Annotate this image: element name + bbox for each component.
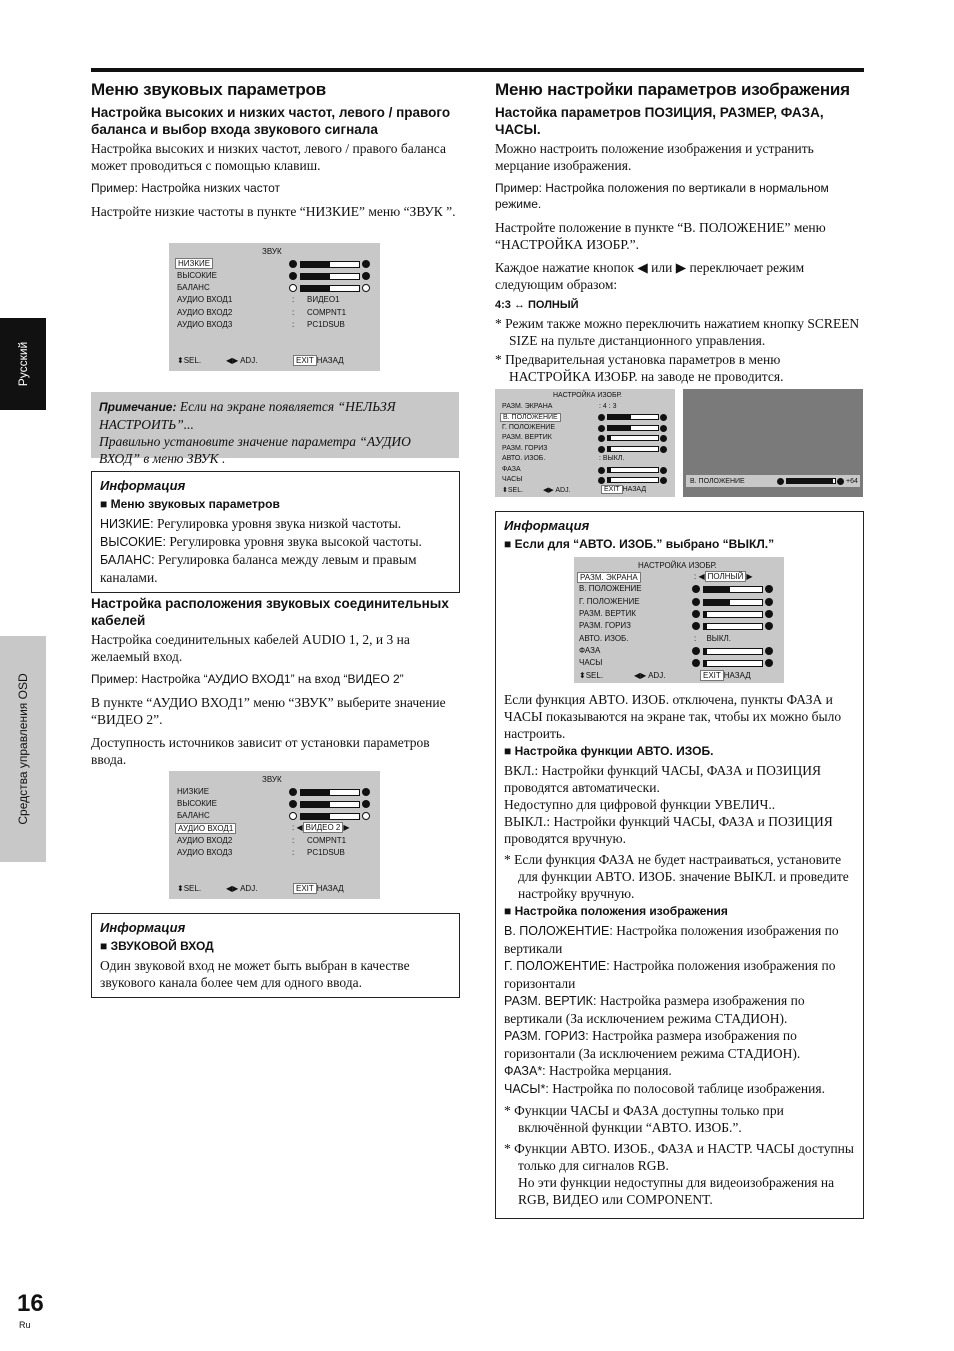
osd-row: РАЗМ. ГОРИЗ [579, 621, 632, 630]
left-s2-instr: В пункте “АУДИО ВХОД1” меню “ЗВУК” выберите значение “ВИДЕО 2”. [91, 695, 446, 727]
level-bar-fill [608, 478, 611, 482]
osd-row: АУДИО ВХОД1 [177, 295, 233, 304]
plus-icon [362, 260, 370, 268]
osd-value: COMPNT1 [307, 836, 347, 845]
osd-exit: EXIT [601, 485, 623, 494]
osd-row: ФАЗА [579, 646, 601, 655]
info-desc: Настройка положения изображения по горизонтали [504, 958, 836, 991]
info-term: В. ПОЛОЖЕНТИЕ: [504, 924, 613, 938]
arrow-right-icon: ▶ [343, 823, 350, 832]
osd-row: РАЗМ. ВЕРТИК [502, 434, 552, 441]
level-bar [703, 611, 763, 618]
side-tab-section [0, 636, 46, 862]
osd-back: НАЗАД [316, 356, 344, 365]
osd-vpos-value: +64 [846, 478, 858, 485]
osd-sound-menu-1: ЗВУК НИЗКИЕ ВЫСОКИЕ БАЛАНС АУДИО ВХОД1 АУДИО ВХОД2 АУДИО ВХОД3 : ВИДЕО1 : COMPNT1 : PC1DSUB ⬍SEL. ◀▶ ADJ. EXIT НАЗАД [169, 243, 380, 371]
level-bar [607, 414, 659, 420]
osd-picture-menu-2: НАСТРОЙКА ИЗОБР. РАЗМ. ЭКРАНА В. ПОЛОЖЕНИЕ Г. ПОЛОЖЕНИЕ РАЗМ. ВЕРТИК РАЗМ. ГОРИЗ АВТО. ИЗОБ. ФАЗА ЧАСЫ : ◀ ПОЛНЫЙ ▶ : ВЫКЛ. ⬍SEL. ◀▶ ADJ. EXIT НАЗАД [574, 557, 784, 683]
osd-sel: SEL. [585, 671, 604, 680]
info-desc: Настройка размера изображения по вертикали (За исключением режима СТАДИОН). [504, 993, 805, 1026]
minus-icon [598, 477, 605, 484]
minus-icon [289, 272, 297, 280]
minus-icon [598, 446, 605, 453]
note-box [91, 392, 459, 466]
info-subtitle: ■ Если для “АВТО. ИЗОБ.” выбрано “ВЫКЛ.” [504, 537, 775, 551]
adjust-icon: ◀▶ [634, 671, 647, 680]
osd-row: В. ПОЛОЖЕНИЕ [579, 584, 642, 593]
minus-icon [598, 435, 605, 442]
level-bar [703, 586, 763, 593]
info-title: Информация [504, 518, 590, 533]
plus-icon [362, 800, 370, 808]
level-bar [703, 660, 763, 667]
osd-row: В. ПОЛОЖЕНИЕ [500, 413, 561, 422]
right-s1-instr: Настройте положение в пункте “В. ПОЛОЖЕНИЕ” меню “НАСТРОЙКА ИЗОБР.”. [495, 220, 826, 252]
info-term: ЧАСЫ*: [504, 1082, 549, 1096]
right-title: Меню настройки параметров изображения [495, 80, 850, 99]
level-bar-fill [301, 274, 330, 279]
right-star-2: * Предварительная установка параметров в меню НАСТРОЙКА ИЗОБР. на заводе не проводится. [495, 352, 784, 384]
osd-value: ПОЛНЫЙ [705, 571, 747, 582]
adjust-icon: ◀▶ [226, 884, 239, 893]
osd-sel: SEL. [183, 884, 202, 893]
info-desc: Регулировка баланса между левым и правым каналами. [100, 552, 417, 585]
level-bar [703, 599, 763, 606]
minus-icon [692, 622, 700, 630]
info-term: ВЫСОКИЕ: [100, 535, 166, 549]
left-s2-title: Настройка расположения звуковых соединительных кабелей [91, 596, 449, 628]
arrow-right-icon: ▶ [746, 572, 753, 581]
select-icon: ⬍ [579, 671, 586, 680]
level-bar [607, 435, 659, 441]
info-on: ВКЛ.: Настройки функций ЧАСЫ, ФАЗА и ПОЗИЦИЯ проводятся автоматически. [504, 763, 821, 795]
osd-row: АУДИО ВХОД1 [175, 823, 236, 834]
note-label: Примечание: [99, 400, 177, 414]
level-bar [300, 285, 360, 292]
plus-icon [660, 467, 667, 474]
info-subtitle-3: ■ Настройка положения изображения [504, 904, 728, 918]
select-icon: ⬍ [502, 487, 508, 494]
level-bar-fill [704, 661, 707, 666]
osd-row: ВЫСОКИЕ [177, 799, 217, 808]
plus-icon [362, 272, 370, 280]
minus-icon [289, 260, 297, 268]
osd-adj: ADJ. [240, 884, 258, 893]
right-s1-example: Пример: Настройка положения по вертикали в нормальном режиме. [495, 181, 829, 211]
osd-row: БАЛАНС [177, 283, 210, 292]
osd-adj: ADJ. [240, 356, 258, 365]
osd-vpos-label: В. ПОЛОЖЕНИЕ [690, 478, 745, 485]
left-section-2 [91, 595, 459, 774]
osd-row: Г. ПОЛОЖЕНИЕ [579, 597, 640, 606]
osd-row: НИЗКИЕ [175, 258, 213, 269]
level-bar [300, 813, 360, 820]
info-star-3b: Но эти функции недоступны для видеоизображения на RGB, ВИДЕО или COMPONENT. [518, 1175, 835, 1207]
osd-value: PC1DSUB [307, 320, 345, 329]
osd-back: НАЗАД [622, 486, 647, 493]
info-subtitle-2: ■ Настройка функции АВТО. ИЗОБ. [504, 744, 714, 758]
info-desc: Регулировка уровня звука высокой частоты. [165, 534, 422, 549]
osd-row: ФАЗА [502, 466, 521, 473]
plus-icon [660, 435, 667, 442]
osd-value: ВИДЕО1 [307, 295, 340, 304]
left-s2-note: Доступность источников зависит от установки параметров ввода. [91, 735, 430, 767]
info-star-2: * Функции ЧАСЫ и ФАЗА доступны только при включённой функции “АВТО. ИЗОБ.”. [504, 1103, 784, 1135]
osd-row: РАЗМ. ВЕРТИК [579, 609, 636, 618]
plus-icon [362, 788, 370, 796]
osd-row: АУДИО ВХОД2 [177, 836, 233, 845]
osd-row: БАЛАНС [177, 811, 210, 820]
info-desc: Настройка мерцания. [545, 1063, 672, 1078]
osd-row: НИЗКИЕ [177, 787, 210, 796]
right-icon [362, 812, 370, 820]
info-desc: Настройка по полосовой таблице изображения. [548, 1081, 825, 1096]
level-bar [607, 467, 659, 473]
page-number: 16 [17, 1290, 44, 1317]
right-s1-press: Каждое нажатие кнопок ◀ или ▶ переключает режим следующим образом: [495, 260, 805, 292]
osd-row: РАЗМ. ЭКРАНА [577, 572, 641, 583]
osd-row: РАЗМ. ЭКРАНА [502, 403, 553, 410]
osd-back: НАЗАД [316, 884, 344, 893]
level-bar [607, 425, 659, 431]
left-s1-title: Настройка высоких и низких частот, левого / правого баланса и выбор входа звукового сигнала [91, 105, 451, 137]
level-bar [607, 446, 659, 452]
minus-icon [692, 659, 700, 667]
info-box-audio-input [91, 913, 460, 998]
osd-value: ВЫКЛ. [602, 455, 625, 462]
arrow-left-icon: ◀ [698, 572, 705, 581]
osd-vpos-screen [683, 389, 863, 497]
level-bar [300, 261, 360, 268]
osd-title: ЗВУК [262, 775, 282, 784]
level-bar-fill [608, 426, 631, 430]
osd-row: ЧАСЫ [502, 476, 523, 483]
osd-row: Г. ПОЛОЖЕНИЕ [502, 424, 555, 431]
minus-icon [692, 598, 700, 606]
osd-row: ВЫСОКИЕ [177, 271, 217, 280]
side-tab-language [0, 318, 46, 410]
left-column [91, 80, 459, 226]
osd-title: НАСТРОЙКА ИЗОБР. [553, 392, 622, 399]
osd-value: COMPNT1 [307, 308, 347, 317]
plus-icon [765, 610, 773, 618]
info-text: Один звуковой вход не может быть выбран в качестве звукового канала более чем для одного ввода. [100, 958, 410, 990]
level-bar-fill [608, 436, 611, 440]
select-icon: ⬍ [177, 356, 184, 365]
top-rule [91, 68, 864, 72]
info-star-1: * Если функция ФАЗА не будет настраиваться, установите для функции АВТО. ИЗОБ. значение ВЫКЛ. и проведите настройку вручную. [504, 852, 849, 901]
info-term: Г. ПОЛОЖЕНТИЕ: [504, 959, 610, 973]
right-s1-title: Настойка параметров ПОЗИЦИЯ, РАЗМЕР, ФАЗА, ЧАСЫ. [495, 105, 824, 137]
select-icon: ⬍ [177, 884, 184, 893]
info-digital: Недоступно для цифровой функции УВЕЛИЧ.. [504, 797, 776, 812]
osd-exit: EXIT [293, 355, 317, 366]
osd-exit: EXIT [700, 670, 724, 681]
left-icon [289, 284, 297, 292]
minus-icon [289, 800, 297, 808]
plus-icon [660, 477, 667, 484]
osd-row: АВТО. ИЗОБ. [502, 455, 546, 462]
info-subtitle: ■ Меню звуковых параметров [100, 497, 280, 511]
adjust-icon: ◀▶ [226, 356, 239, 365]
osd-adj: ADJ. [555, 487, 571, 494]
info-p1: Если функция АВТО. ИЗОБ. отключена, пункты ФАЗА и ЧАСЫ показываются на экране так, чтобы их можно было настроить. [504, 692, 842, 741]
level-bar-fill [704, 612, 707, 617]
level-bar-fill [704, 624, 707, 629]
info-term: НИЗКИЕ: [100, 517, 154, 531]
osd-value: ВЫКЛ. [706, 634, 732, 643]
level-bar-fill [301, 814, 330, 819]
osd-row: АУДИО ВХОД3 [177, 320, 233, 329]
right-star-1: * Режим также можно переключить нажатием кнопку SCREEN SIZE на пульте дистанционного управления. [495, 316, 860, 348]
page-lang-code: Ru [19, 1320, 31, 1330]
level-bar-fill [301, 802, 330, 807]
adjust-icon: ◀▶ [543, 487, 554, 494]
level-bar-fill [704, 587, 730, 592]
side-tab-section-label: Средства управления OSD [16, 673, 30, 825]
minus-icon [692, 585, 700, 593]
info-title: Информация [100, 920, 186, 935]
info-term: РАЗМ. ГОРИЗ: [504, 1029, 589, 1043]
osd-sound-menu-2: ЗВУК НИЗКИЕ ВЫСОКИЕ БАЛАНС АУДИО ВХОД1 АУДИО ВХОД2 АУДИО ВХОД3 : ◀ ВИДЕО 2 ▶ : COMPNT1 : PC1DSUB ⬍SEL. ◀▶ ADJ. EXIT НАЗАД [169, 771, 380, 899]
minus-icon [598, 467, 605, 474]
info-off: ВЫКЛ.: Настройки функций ЧАСЫ, ФАЗА и ПОЗИЦИЯ проводятся вручную. [504, 814, 833, 846]
level-bar [300, 273, 360, 280]
level-bar [607, 477, 659, 483]
info-subtitle: ■ ЗВУКОВОЙ ВХОД [100, 939, 214, 953]
osd-row: АУДИО ВХОД3 [177, 848, 233, 857]
left-s1-text: Настройка высоких и низких частот, левого / правого баланса может проводиться с помощью клавиш. [91, 141, 446, 173]
arrow-left-icon: ◀ [296, 823, 303, 832]
level-bar [703, 623, 763, 630]
note-text-2: Правильно установите значение параметра “АУДИО ВХОД” в меню ЗВУК . [99, 434, 411, 466]
level-bar-fill [301, 262, 330, 267]
info-term: БАЛАНС: [100, 553, 155, 567]
info-term: ФАЗА*: [504, 1064, 546, 1078]
osd-value: ВИДЕО 2 [303, 822, 344, 833]
osd-back: НАЗАД [723, 671, 751, 680]
level-bar-fill [704, 649, 707, 654]
plus-icon [765, 647, 773, 655]
minus-icon [289, 788, 297, 796]
info-term: РАЗМ. ВЕРТИК: [504, 994, 597, 1008]
info-desc: Настройка размера изображения по горизонтали (За исключением режима СТАДИОН). [504, 1028, 801, 1061]
minus-icon [692, 647, 700, 655]
minus-icon [777, 478, 784, 485]
info-box-picture [495, 511, 864, 1219]
osd-row: АВТО. ИЗОБ. [579, 634, 629, 643]
osd-row: ЧАСЫ [579, 658, 603, 667]
osd-picture-menu-1: НАСТРОЙКА ИЗОБР. РАЗМ. ЭКРАНА В. ПОЛОЖЕНИЕ Г. ПОЛОЖЕНИЕ РАЗМ. ВЕРТИК РАЗМ. ГОРИЗ АВТО. ИЗОБ. ФАЗА ЧАСЫ : 4 : 3 : ВЫКЛ. ⬍SEL. ◀▶ ADJ. EXIT НАЗАД [495, 389, 675, 497]
level-bar [300, 801, 360, 808]
plus-icon [660, 425, 667, 432]
right-icon [362, 284, 370, 292]
plus-icon [765, 622, 773, 630]
level-bar [786, 478, 836, 484]
info-box-sound [91, 471, 460, 593]
plus-icon [765, 585, 773, 593]
info-title: Информация [100, 478, 186, 493]
right-s1-text: Можно настроить положение изображения и устранить мерцание изображения. [495, 141, 814, 173]
side-tab-language-label: Русский [16, 341, 30, 387]
left-s1-instr: Настройте низкие частоты в пункте “НИЗКИЕ” меню “ЗВУК ”. [91, 204, 456, 219]
osd-adj: ADJ. [648, 671, 666, 680]
osd-value: 4 : 3 [602, 403, 617, 410]
minus-icon [692, 610, 700, 618]
osd-sel: SEL. [183, 356, 202, 365]
osd-row: РАЗМ. ГОРИЗ [502, 445, 548, 452]
level-bar-fill [301, 286, 330, 291]
level-bar [703, 648, 763, 655]
left-icon [289, 812, 297, 820]
level-bar-fill [608, 468, 611, 472]
plus-icon [660, 414, 667, 421]
level-bar-fill [787, 479, 833, 483]
osd-title: ЗВУК [262, 247, 282, 256]
level-bar-fill [608, 447, 611, 451]
level-bar-fill [704, 600, 730, 605]
osd-row: АУДИО ВХОД2 [177, 308, 233, 317]
osd-sel: SEL. [507, 487, 524, 494]
level-bar-fill [608, 415, 631, 419]
note-text-1: Если на экране появляется “НЕЛЬЗЯ НАСТРОИТЬ”... [99, 399, 396, 432]
right-column [495, 80, 864, 387]
level-bar-fill [301, 790, 330, 795]
left-s1-example: Пример: Настройка низких частот [91, 181, 280, 195]
plus-icon [837, 478, 844, 485]
osd-exit: EXIT [293, 883, 317, 894]
info-desc: Настройка положения изображения по вертикали [504, 923, 839, 956]
left-s2-text: Настройка соединительных кабелей AUDIO 1, 2, и 3 на желаемый вход. [91, 632, 410, 664]
minus-icon [598, 414, 605, 421]
plus-icon [660, 446, 667, 453]
plus-icon [765, 598, 773, 606]
left-s2-example: Пример: Настройка “АУДИО ВХОД1” на вход “ВИДЕО 2” [91, 672, 404, 686]
level-bar [300, 789, 360, 796]
plus-icon [765, 659, 773, 667]
minus-icon [598, 425, 605, 432]
info-star-3: * Функции АВТО. ИЗОБ., ФАЗА и НАСТР. ЧАСЫ доступны только для сигналов RGB. [504, 1141, 854, 1173]
mode-line: 4:3 ↔ ПОЛНЫЙ [495, 299, 579, 311]
left-title: Меню звуковых параметров [91, 80, 326, 99]
osd-value: PC1DSUB [307, 848, 345, 857]
osd-title: НАСТРОЙКА ИЗОБР. [638, 561, 717, 570]
info-desc: Регулировка уровня звука низкой частоты. [153, 516, 402, 531]
